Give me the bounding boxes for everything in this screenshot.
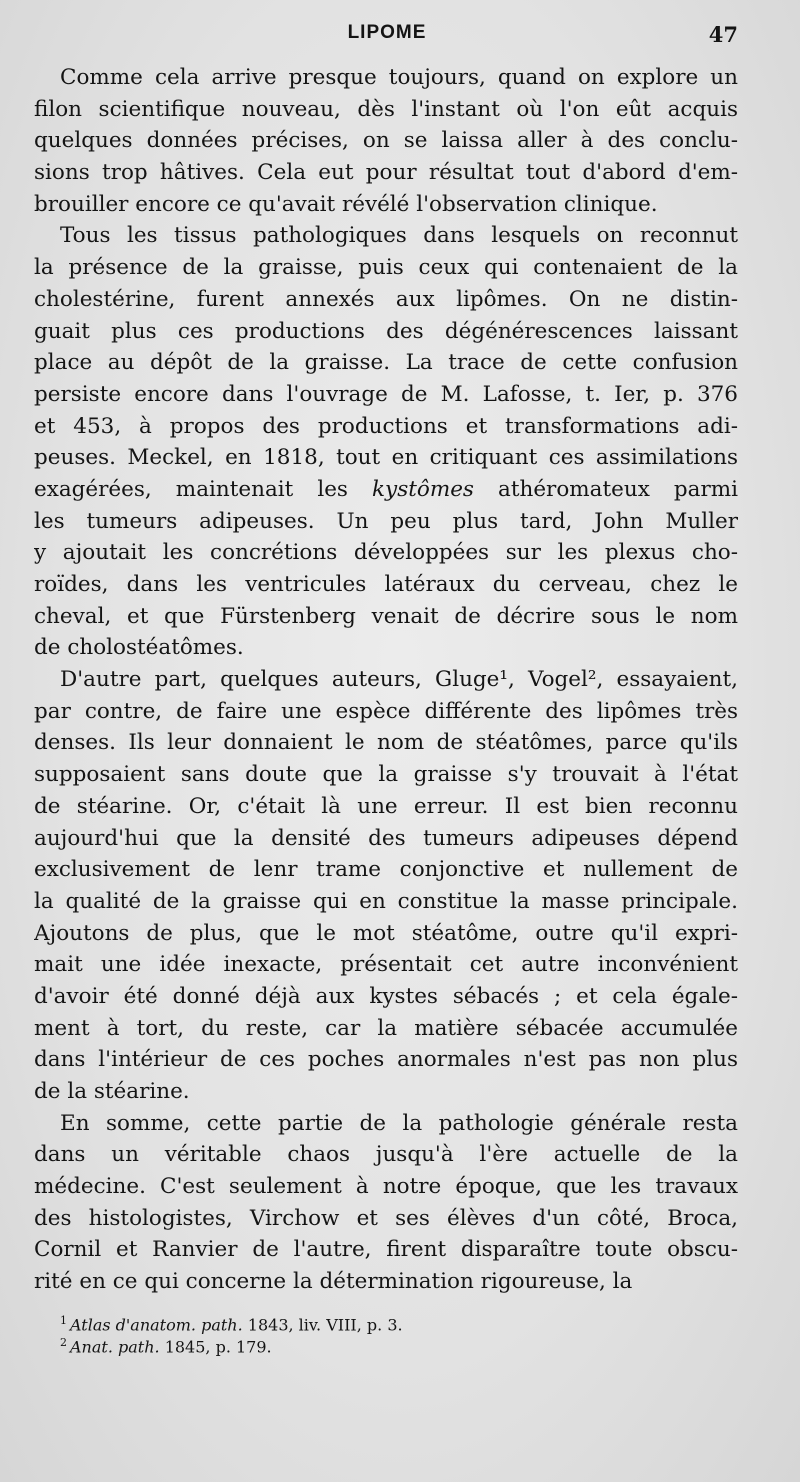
text-line: peuses. Meckel, en 1818, tout en critiquant ces assimilations (34, 445, 738, 471)
text-line: et 453, à propos des productions et transformations adi- (34, 413, 738, 439)
text-line: En somme, cette partie de la pathologie générale resta (60, 1110, 738, 1136)
text-line: Cornil et Ranvier de l'autre, firent disparaître toute obscu- (34, 1237, 738, 1263)
text-line: aujourd'hui que la densité des tumeurs adipeuses dépend (34, 825, 738, 851)
text-line: dans l'intérieur de ces poches anormales n'est pas non plus (34, 1047, 738, 1073)
text-line: dans un véritable chaos jusqu'à l'ère actuelle de la (34, 1142, 738, 1168)
footnote-title: Anat. path. (70, 1337, 160, 1357)
text-line: D'autre part, quelques auteurs, Gluge¹, Vogel², essayaient, (60, 667, 738, 693)
footnotes (60, 1310, 740, 1357)
footnote-reference: 1845, p. 179. (159, 1337, 272, 1357)
paragraph (34, 220, 738, 664)
text-line: persiste encore dans l'ouvrage de M. Lafosse, t. Ier, p. 376 (34, 381, 738, 407)
text-line: exclusivement de lenr trame conjonctive et nullement de (34, 857, 738, 883)
text-line: les tumeurs adipeuses. Un peu plus tard, John Muller (34, 508, 738, 534)
paragraph (34, 664, 738, 1108)
text-line: cholestérine, furent annexés aux lipômes. On ne distin- (34, 286, 738, 312)
text-line: par contre, de faire une espèce différente des lipômes très (34, 698, 738, 724)
text-line: mait une idée inexacte, présentait cet autre inconvénient (34, 952, 738, 978)
text-line: exagérées, maintenait les kystômes athéromateux parmi (34, 476, 738, 502)
text-line: place au dépôt de la graisse. La trace de cette confusion (34, 350, 738, 376)
footnote (60, 1332, 740, 1357)
text-line: cheval, et que Fürstenberg venait de décrire sous le nom (34, 603, 738, 629)
text-line: rité en ce qui concerne la détermination rigoureuse, la (34, 1269, 633, 1295)
text-line: d'avoir été donné déjà aux kystes sébacés ; et cela égale- (34, 983, 738, 1009)
text-line: de la stéarine. (34, 1079, 190, 1104)
text-line: des histologistes, Virchow et ses élèves d'un côté, Broca, (34, 1205, 738, 1231)
text-line: la présence de la graisse, puis ceux qui contenaient de la (34, 255, 738, 281)
text-line: de stéarine. Or, c'était là une erreur. Il est bien reconnu (34, 793, 738, 819)
text-line: sions trop hâtives. Cela eut pour résultat tout d'abord d'em- (34, 160, 738, 186)
body-text (34, 62, 738, 1298)
emphasized-term: kystômes (372, 476, 474, 502)
footnote-mark: 2 (60, 1336, 67, 1349)
text-line: y ajoutait les concrétions développées sur les plexus cho- (34, 540, 738, 566)
text-line: Tous les tissus pathologiques dans lesquels on reconnut (60, 223, 738, 249)
footnote (60, 1310, 740, 1335)
running-title: LIPOME (347, 22, 427, 43)
footnote-mark: 1 (60, 1314, 67, 1327)
text-line: médecine. C'est seulement à notre époque, que les travaux (34, 1174, 738, 1200)
page-header (36, 22, 738, 52)
paragraph (34, 1108, 738, 1298)
text-line: brouiller encore ce qu'avait révélé l'observation clinique. (34, 191, 658, 217)
text-line: de cholostéatômes. (34, 635, 244, 661)
footnote-title: Atlas d'anatom. path. (70, 1315, 243, 1335)
text-line: quelques données précises, on se laissa aller à des conclu- (34, 128, 738, 154)
text-line: supposaient sans doute que la graisse s'y trouvait à l'état (34, 762, 738, 788)
text-line: la qualité de la graisse qui en constitue la masse principale. (34, 888, 738, 914)
text-line: roïdes, dans les ventricules latéraux du cerveau, chez le (34, 572, 738, 597)
text-line: denses. Ils leur donnaient le nom de stéatômes, parce qu'ils (34, 730, 738, 756)
page-number: 47 (708, 22, 738, 47)
footnote-reference: 1843, liv. VIII, p. 3. (242, 1315, 403, 1335)
paragraph (34, 62, 738, 220)
text-line: Ajoutons de plus, que le mot stéatôme, outre qu'il expri- (34, 920, 738, 946)
text-line: filon scientifique nouveau, dès l'instant où l'on eût acquis (34, 96, 738, 122)
text-line: guait plus ces productions des dégénérescences laissant (34, 318, 738, 344)
text-line: Comme cela arrive presque toujours, quand on explore un (60, 65, 738, 90)
text-line: ment à tort, du reste, car la matière sébacée accumulée (34, 1015, 738, 1041)
